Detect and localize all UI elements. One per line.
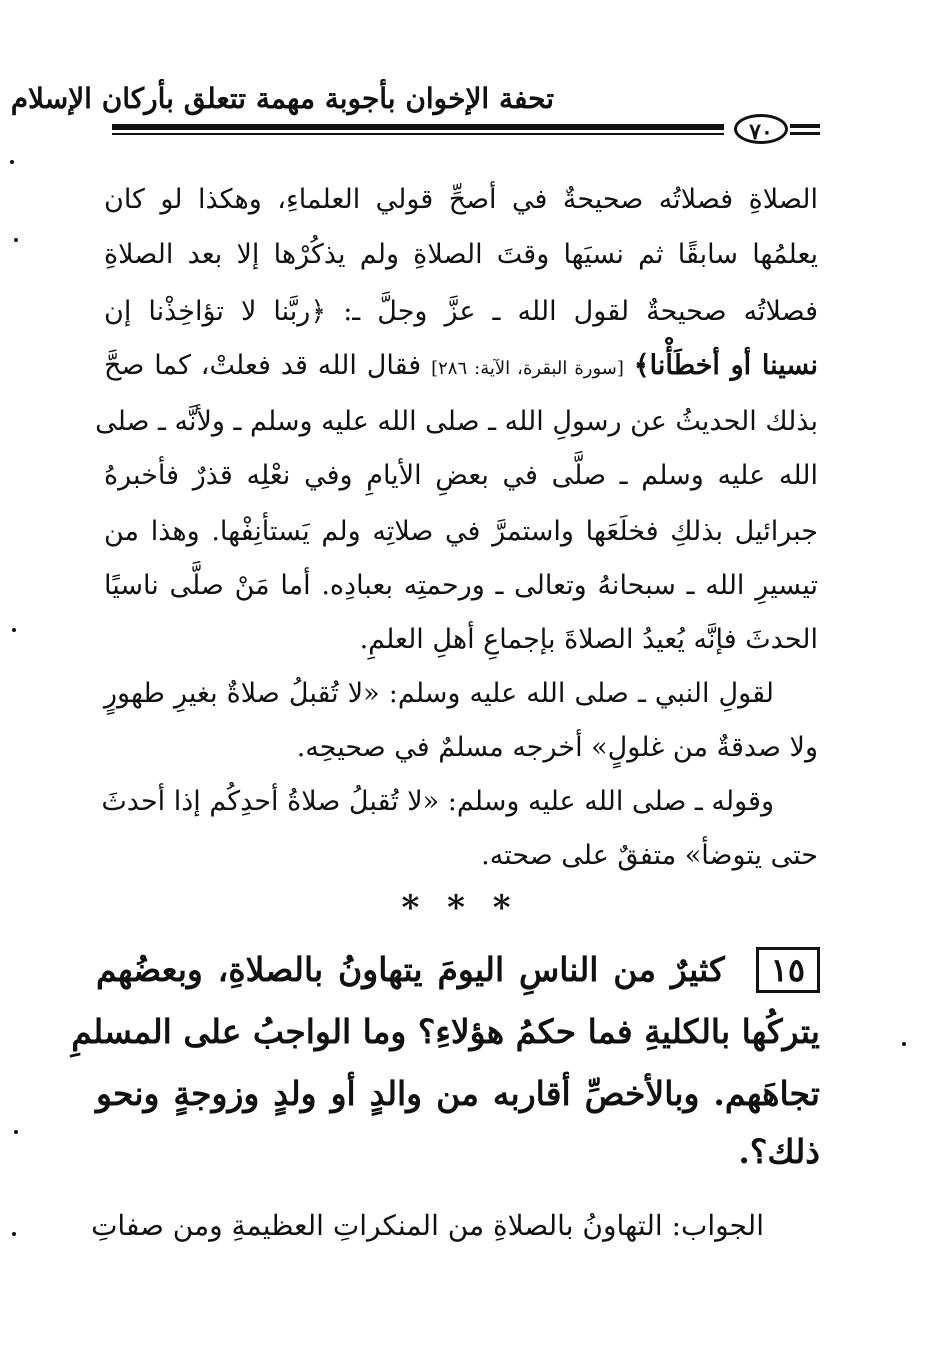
verse-reference: [سورة البقرة، الآية: ٢٨٦] (431, 358, 624, 379)
body-line-1: الصلاةِ فصلاتُه صحيحةٌ في أصحِّ قولي العلماءِ، وهكذا لو كان (104, 184, 818, 215)
scan-mark (12, 628, 16, 632)
question-text-1: كثيرٌ من الناسِ اليومَ يتهاونُ بالصلاةِ، وبعضُهم (96, 950, 725, 989)
running-header-title: تحفة الإخوان بأجوبة مهمة تتعلق بأركان الإسلام (10, 82, 554, 115)
answer-line-1: الجواب: التهاونُ بالصلاةِ من المنكراتِ العظيمةِ ومن صفاتِ (91, 1209, 764, 1242)
line-4-tail: فقال الله قد فعلتْ، كما صحَّ (104, 350, 422, 381)
scan-mark (902, 1042, 906, 1046)
hadith-line-2: ولا صدقةٌ من غلولٍ» أخرجه مسلمٌ في صحيحِه. (296, 732, 818, 763)
header-rule-right-bottom (790, 132, 820, 135)
scan-mark (12, 1232, 16, 1236)
body-line-4 (104, 346, 818, 389)
body-line-6: الله عليه وسلم ـ صلَّى في بعضِ الأيامِ وفي نعْلِه قذرٌ فأخبرهُ (104, 460, 818, 491)
question-line-2: يتركُها بالكليةِ فما حكمُ هؤلاءِ؟ وما الواجبُ على المسلمِ (71, 1012, 820, 1051)
header-rule-right-top (790, 124, 820, 128)
section-separator: * * * (401, 888, 519, 928)
page-number: ٧٠ (734, 114, 788, 144)
body-line-5: بذلك الحديثُ عن رسولِ الله ـ صلى الله عليه وسلم ـ ولأنَّه ـ صلى (95, 406, 818, 437)
question-line-1 (96, 946, 820, 994)
body-line-8: تيسيرِ الله ـ سبحانهُ وتعالى ـ ورحمتِه بعبادِه. أما مَنْ صلَّى ناسيًا (104, 570, 818, 601)
question-line-3: تجاهَهم. وبالأخصِّ أقاربه من والدٍ أو ولدٍ وزوجةٍ ونحو (96, 1074, 820, 1113)
body-line-7: جبرائيل بذلكِ فخلَعَها واستمرَّ في صلاتِه ولم يَستأنِفْها. وهذا من (104, 516, 818, 547)
question-line-4: ذلك؟. (738, 1132, 820, 1171)
hadith-line-3: وقوله ـ صلى الله عليه وسلم: «لا تُقبلُ صلاةُ أحدِكُم إذا أحدثَ (101, 786, 774, 817)
hadith-line-4: حتى يتوضأ» متفقٌ على صحته. (481, 840, 818, 871)
quran-quote-end: نسينا أو أخطَأْنا﴾ (633, 350, 818, 381)
scan-mark (10, 160, 14, 164)
hadith-line-1: لقولِ النبي ـ صلى الله عليه وسلم: «لا تُقبلُ صلاةٌ بغيرِ طهورٍ (104, 678, 774, 709)
scan-mark (14, 1130, 18, 1134)
body-line-3: فصلاتُه صحيحةٌ لقول الله ـ عزَّ وجلَّ ـ: ﴿ربَّنا لا تؤاخِذْنا إن (104, 296, 818, 327)
question-number-box: ١٥ (756, 947, 820, 993)
header-rule-thin (112, 133, 724, 135)
body-line-2: يعلمُها سابقًا ثم نسيَها وقتَ الصلاةِ ولم يذكُرْها إلا بعد الصلاةِ (104, 239, 818, 270)
header-rule-thick (112, 124, 724, 130)
body-line-9: الحدثَ فإنَّه يُعيدُ الصلاةَ بإجماعِ أهلِ العلمِ. (359, 624, 818, 655)
scan-mark (14, 238, 18, 242)
